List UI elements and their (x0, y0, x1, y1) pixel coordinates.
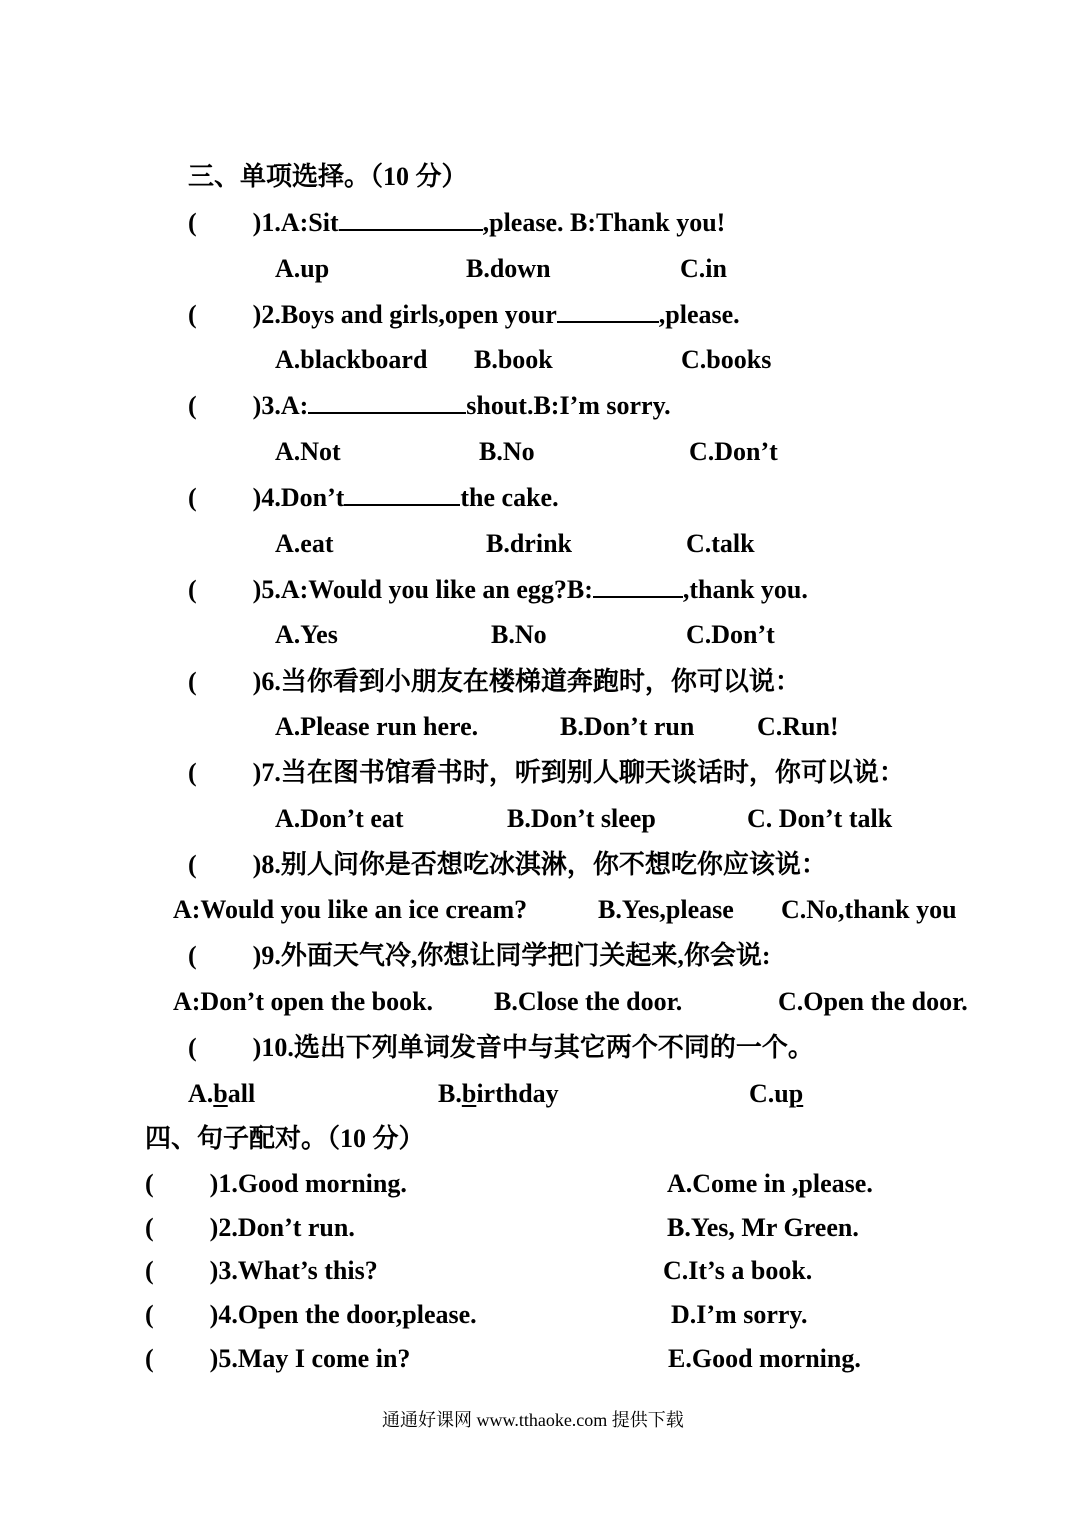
q4-option-b: B.drink (486, 529, 572, 558)
q10-option-c: C.up (749, 1079, 804, 1108)
match-left-4: ( )4.Open the door,please. (145, 1300, 477, 1329)
match-right-e: E.Good morning. (668, 1344, 861, 1373)
q1-option-b: B.down (466, 254, 551, 283)
q4-option-c: C.talk (686, 529, 755, 558)
q10-option-a: A.ball (188, 1079, 256, 1108)
question-1: ( )1.A:Sit ,please. B:Thank you! (188, 208, 726, 237)
q8-option-a: A:Would you like an ice cream? (173, 895, 528, 924)
answer-paren: ( (188, 483, 197, 512)
answer-paren: ( (188, 758, 197, 787)
q3-option-a: A.Not (275, 437, 341, 466)
match-left-2: ( )2.Don’t run. (145, 1213, 355, 1242)
match-left-1: ( )1.Good morning. (145, 1169, 407, 1198)
q1-option-c: C.in (680, 254, 727, 283)
match-left-5: ( )5.May I come in? (145, 1344, 411, 1373)
fill-blank[interactable] (557, 301, 659, 323)
match-right-a: A.Come in ,please. (667, 1169, 873, 1198)
question-3: ( )3.A: shout.B:I’m sorry. (188, 391, 671, 420)
fill-blank[interactable] (308, 392, 466, 414)
answer-paren: ( (188, 941, 197, 970)
answer-paren: ( (145, 1256, 154, 1285)
q3-option-b: B.No (479, 437, 535, 466)
answer-paren: ( (188, 391, 197, 420)
answer-paren: ( (188, 575, 197, 604)
match-right-b: B.Yes, Mr Green. (667, 1213, 859, 1242)
q7-option-c: C. Don’t talk (747, 804, 893, 833)
q9-option-a: A:Don’t open the book. (173, 987, 434, 1016)
answer-paren: ( (145, 1169, 154, 1198)
q5-option-c: C.Don’t (686, 620, 775, 649)
q5-option-b: B.No (491, 620, 547, 649)
answer-paren: ( (145, 1344, 154, 1373)
answer-paren: ( (145, 1213, 154, 1242)
question-5: ( )5.A:Would you like an egg?B: ,thank you. (188, 575, 808, 604)
question-4: ( )4.Don’t the cake. (188, 483, 559, 512)
q7-option-a: A.Don’t eat (275, 804, 404, 833)
q6-option-c: C.Run! (757, 712, 839, 741)
answer-paren: ( (188, 850, 197, 879)
match-right-d: D.I’m sorry. (671, 1300, 808, 1329)
q6-option-a: A.Please run here. (275, 712, 479, 741)
q6-option-b: B.Don’t run (560, 712, 695, 741)
question-9: ( )9.外面天气冷,你想让同学把门关起来,你会说: (188, 941, 771, 970)
section4-title: 四、句子配对。（10 分） (145, 1124, 425, 1153)
q2-option-b: B.book (474, 345, 553, 374)
answer-paren: ( (145, 1300, 154, 1329)
match-left-3: ( )3.What’s this? (145, 1256, 378, 1285)
q3-option-c: C.Don’t (689, 437, 778, 466)
fill-blank[interactable] (593, 576, 683, 598)
q1-option-a: A.up (275, 254, 330, 283)
q8-option-c: C.No,thank you (781, 895, 957, 924)
match-right-c: C.It’s a book. (663, 1256, 813, 1285)
answer-paren: ( (188, 300, 197, 329)
q2-option-a: A.blackboard (275, 345, 428, 374)
question-7: ( )7.当在图书馆看书时，听到别人聊天谈话时，你可以说： (188, 758, 905, 787)
section3-title: 三、单项选择。（10 分） (188, 162, 468, 191)
question-6: ( )6.当你看到小朋友在楼梯道奔跑时，你可以说： (188, 667, 801, 696)
question-2: ( )2.Boys and girls,open your ,please. (188, 300, 740, 329)
fill-blank[interactable] (339, 209, 483, 231)
q8-option-b: B.Yes,please (598, 895, 734, 924)
q7-option-b: B.Don’t sleep (507, 804, 656, 833)
answer-paren: ( (188, 667, 197, 696)
answer-paren: ( (188, 1033, 197, 1062)
q5-option-a: A.Yes (275, 620, 338, 649)
q4-option-a: A.eat (275, 529, 334, 558)
fill-blank[interactable] (344, 484, 460, 506)
q9-option-c: C.Open the door. (778, 987, 968, 1016)
q9-option-b: B.Close the door. (494, 987, 683, 1016)
footer-credit: 通通好课网 www.tthaoke.com 提供下载 (382, 1410, 684, 1430)
q2-option-c: C.books (681, 345, 772, 374)
q10-option-b: B.birthday (438, 1079, 559, 1108)
question-8: ( )8.别人问你是否想吃冰淇淋，你不想吃你应该说： (188, 850, 827, 879)
answer-paren: ( (188, 208, 197, 237)
question-10: ( )10.选出下列单词发音中与其它两个不同的一个。 (188, 1033, 814, 1062)
